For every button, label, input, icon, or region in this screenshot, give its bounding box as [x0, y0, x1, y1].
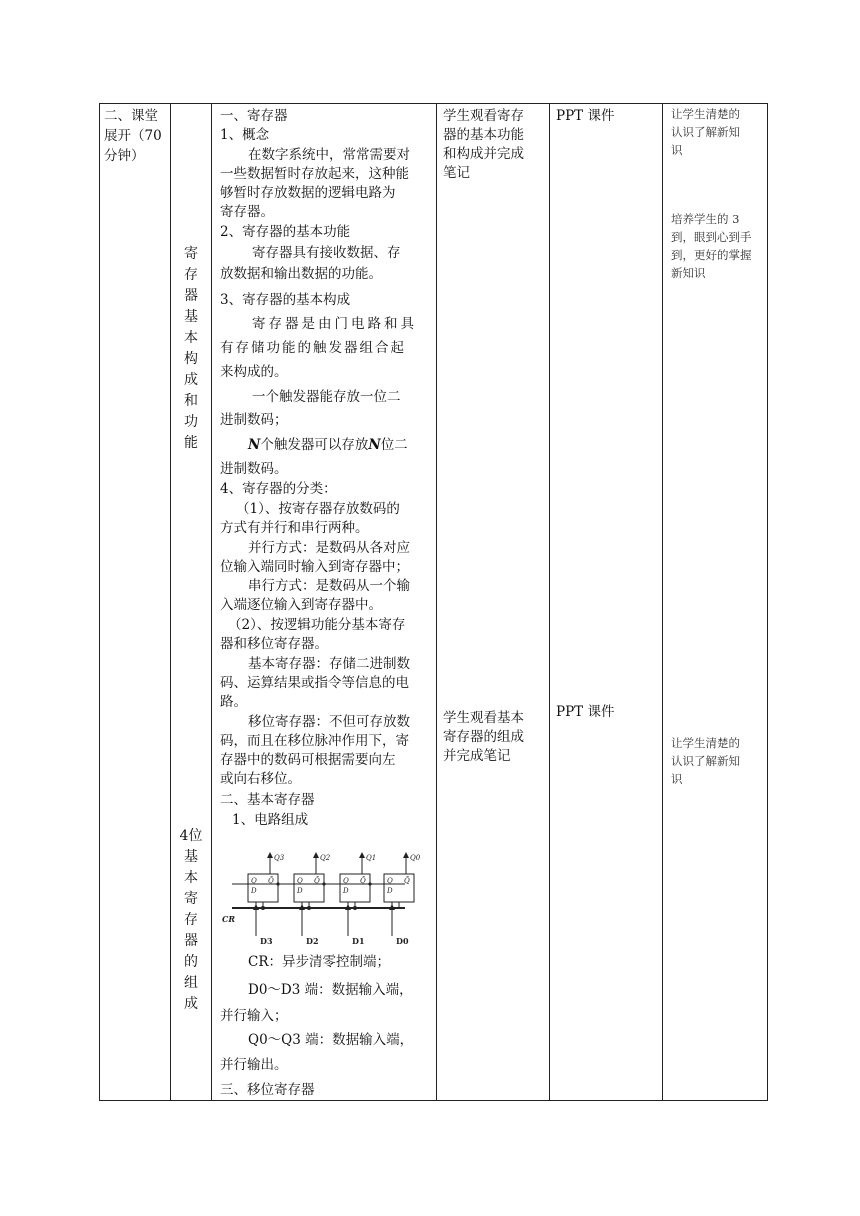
topic-char: 成 [184, 372, 198, 388]
heading-2: 二、基本寄存器 [220, 792, 315, 808]
content-cell [212, 104, 437, 1101]
topic-char: 本 [184, 330, 198, 346]
student-line: 器的基本功能 [443, 127, 524, 143]
intent-line: 识 [671, 143, 683, 157]
paragraph-line: 并行输入； [220, 1008, 288, 1024]
heading-3: 三、移位寄存器 [220, 1082, 315, 1098]
stage-cell [100, 104, 171, 1101]
ff-q-label: Q [387, 877, 393, 885]
d-label: D0 [396, 936, 409, 946]
intent-line: 认识了解新知 [671, 125, 740, 139]
register-circuit-diagram [220, 848, 420, 948]
topic-char: 器 [184, 288, 198, 304]
intent-line: 培养学生的 3 [671, 212, 740, 226]
paragraph-line: 移位寄存器：不但可存放数 [248, 714, 410, 730]
paragraph-line: （1）、按寄存器存放数码的 [236, 501, 400, 517]
subheading: 1、概念 [220, 127, 270, 143]
ff-d-label: D [297, 887, 303, 895]
table-row [100, 104, 768, 1101]
intent-line: 认识了解新知 [671, 754, 740, 768]
stage-line: 展开（70 [104, 128, 162, 144]
paragraph-line: D0～D3 端：数据输入端， [248, 982, 413, 998]
ff-qbar-label: Q̄ [360, 877, 366, 885]
intent-line: 识 [671, 772, 683, 786]
student-line: 并完成笔记 [443, 748, 511, 764]
lesson-plan-table [99, 103, 768, 1101]
intent-line: 到，眼到心到手 [671, 230, 752, 244]
ff-d-label: D [343, 887, 349, 895]
intent-line: 让学生清楚的 [671, 736, 740, 750]
paragraph-line: 寄存器具有接收数据、存 [252, 245, 401, 261]
d-label: D1 [352, 936, 365, 946]
topic-1 [171, 244, 211, 454]
topic-char: 基 [184, 309, 198, 325]
ff-qbar-label: Q̄ [268, 877, 274, 885]
ff-q-label: Q [251, 877, 257, 885]
student-line: 学生观看寄存 [443, 108, 524, 124]
paragraph-line: （2）、按逻辑功能分基本寄存 [228, 617, 406, 633]
paragraph-line [248, 435, 408, 455]
topic-char: 成 [184, 996, 198, 1012]
subheading: 3、寄存器的基本构成 [220, 292, 351, 308]
topic-2 [171, 826, 211, 1015]
topic-char: 组 [184, 975, 198, 991]
paragraph-line: 串行方式：是数码从一个输 [248, 578, 410, 594]
paragraph-line: 来构成的。 [220, 364, 288, 380]
paragraph-line: 寄存器。 [220, 204, 274, 220]
student-line: 寄存器的组成 [443, 729, 524, 745]
paragraph-line: CR：异步清零控制端； [248, 954, 390, 970]
paragraph-line: 有存储功能的触发器组合起 [220, 340, 406, 356]
cr-label: CR [222, 914, 236, 924]
topic-char: 能 [184, 435, 198, 451]
stage-line: 二、课堂 [104, 108, 158, 124]
n-variable: N [248, 437, 261, 453]
paragraph-line: 存器中的数码可根据需要向左 [220, 752, 396, 768]
topic-cell [171, 104, 212, 1101]
media-label: PPT 课件 [556, 704, 615, 720]
media-cell [550, 104, 663, 1101]
ff-q-label: Q [343, 877, 349, 885]
topic-char: 存 [184, 267, 198, 283]
q-label: Q0 [410, 854, 420, 862]
paragraph-line: 一些数据暂时存放起来，这种能 [220, 166, 409, 182]
paragraph-line: 方式有并行和串行两种。 [220, 520, 369, 536]
ff-q-label: Q [297, 877, 303, 885]
paragraph-line: 码、运算结果或指令等信息的电 [220, 675, 409, 691]
q-label: Q1 [366, 854, 377, 862]
subheading: 4、寄存器的分类： [220, 481, 337, 497]
topic-char: 基 [184, 849, 198, 865]
student-line: 笔记 [443, 165, 470, 181]
topic-char: 寄 [184, 891, 198, 907]
student-line: 学生观看基本 [443, 710, 524, 726]
paragraph-line: 入端逐位输入到寄存器中。 [220, 597, 382, 613]
student-line: 和构成并完成 [443, 146, 524, 162]
topic-char: 的 [184, 954, 198, 970]
topic-char: 构 [184, 351, 198, 367]
paragraph-line: 码，而且在移位脉冲作用下，寄 [220, 733, 409, 749]
topic-char: 存 [184, 912, 198, 928]
topic-char: 器 [184, 933, 198, 949]
content-column [212, 104, 436, 1100]
paragraph-line: Q0～Q3 端：数据输入端， [248, 1032, 414, 1048]
d-label: D2 [306, 936, 319, 946]
ff-qbar-label: Q̄ [404, 877, 410, 885]
intent-line: 新知识 [671, 266, 706, 280]
stage-line: 分钟） [104, 148, 145, 164]
topic-char: 和 [184, 393, 198, 409]
paragraph-line: 器和移位寄存器。 [220, 636, 328, 652]
intent-line: 让学生清楚的 [671, 107, 740, 121]
topic-char: 本 [184, 870, 198, 886]
paragraph-line: 进制数码。 [220, 461, 288, 477]
paragraph-line: 并行输出。 [220, 1057, 288, 1073]
paragraph-line: 或向右移位。 [220, 771, 301, 787]
d-label: D3 [260, 936, 273, 946]
media-label: PPT 课件 [556, 108, 615, 124]
paragraph-line: 在数字系统中，常常需要对 [248, 147, 410, 163]
ff-qbar-label: Q̄ [314, 877, 320, 885]
q-label: Q3 [274, 854, 285, 862]
ff-d-label: D [251, 887, 257, 895]
student-activity-cell [437, 104, 550, 1101]
intent-line: 到，更好的掌握 [671, 248, 752, 262]
heading-1: 一、寄存器 [220, 108, 288, 124]
paragraph-line: 路。 [220, 694, 247, 710]
paragraph-line: 放数据和输出数据的功能。 [220, 266, 382, 282]
paragraph-line: 进制数码； [220, 412, 288, 428]
intent-cell [663, 104, 768, 1101]
paragraph-line: 并行方式：是数码从各对应 [248, 540, 410, 556]
paragraph-line: 基本寄存器：存储二进制数 [248, 656, 410, 672]
topic-char: 寄 [184, 246, 198, 262]
q-label: Q2 [320, 854, 331, 862]
ff-d-label: D [387, 887, 393, 895]
paragraph-text: 位二 [380, 437, 408, 453]
subheading: 2、寄存器的基本功能 [220, 224, 351, 240]
n-variable: N [368, 437, 381, 453]
paragraph-line: 位输入端同时输入到寄存器中； [220, 559, 409, 575]
paragraph-line: 寄存器是由门电路和具 [252, 316, 417, 332]
topic-char: 功 [184, 414, 198, 430]
paragraph-line: 一个触发器能存放一位二 [252, 389, 401, 405]
topic-char: 4位 [179, 828, 203, 844]
paragraph-text: 个触发器可以存放 [260, 437, 369, 453]
subheading: 1、电路组成 [232, 812, 309, 828]
paragraph-line: 够暂时存放数据的逻辑电路为 [220, 185, 396, 201]
